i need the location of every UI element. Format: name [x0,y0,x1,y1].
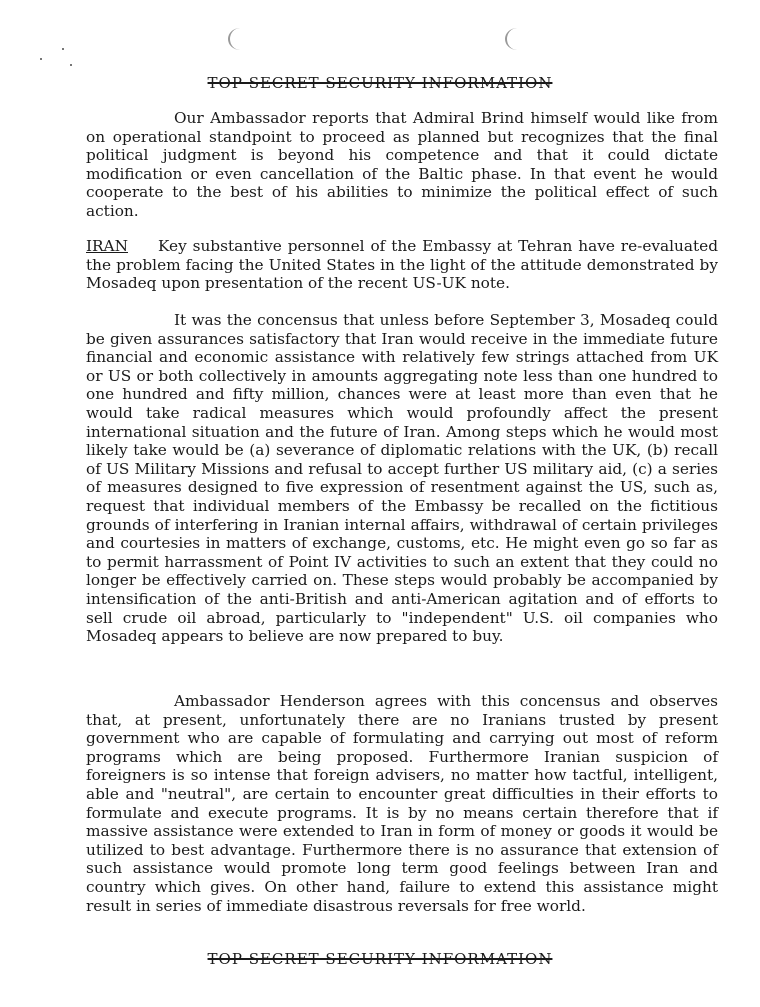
punch-hole-mark [505,28,529,50]
scan-speck [62,48,64,50]
paragraph-consensus [86,311,718,646]
paragraph-ambassador-text: Our Ambassador reports that Admiral Brind himself would like from on operational standpoint to proceed as planned but recognizes that the final political judgment is beyond his competence and that it could dictate modification or even cancellation of the Baltic phase. In that event he would cooperate to the best of his abilities to minimize the political effect of such action. [86,109,718,220]
classification-footer: TOP SECRET SECURITY INFORMATION [207,950,553,968]
paragraph-consensus-text: It was the concensus that unless before September 3, Mosadeq could be given assurances satisfactory that Iran would receive in the immediate future financial and economic assistance with relatively few strings attached from UK or US or both collectively in amounts aggregating note less than one hundred to one hundred and fifty million, chances were at least more than even that he would take radical measures which would profoundly affect the present international situation and the future of Iran. Among steps which he would most likely take would be (a) severance of diplomatic relations with the UK, (b) recall of US Military Missions and refusal to accept further US military aid, (c) a series of measures designed to five expression of resentment against the US, such as, request that individual members of the Embassy be recalled on the fictitious grounds of interfering in Iranian internal affairs, withdrawal of certain privileges and courtesies in matters of exchange, customs, etc. He might even go so far as to permit harrassment of Point IV activities to such an extent that they could no longer be effectively carried on. These steps would probably be accompanied by intensification of the anti-British and anti-American agitation and of efforts to sell crude oil abroad, particularly to "independent" U.S. oil companies who Mosadeq appears to believe are now prepared to buy. [86,311,718,646]
section-label-iran: IRAN [86,237,128,255]
punch-hole-mark [228,28,252,50]
paragraph-henderson-text: Ambassador Henderson agrees with this concensus and observes that, at present, unfortunately there are no Iranians trusted by present government who are capable of formulating and carrying out most of reform programs which are being proposed. Furthermore Iranian suspicion of foreigners is so intense that foreign advisers, no matter how tactful, intelligent, able and "neutral", are certain to encounter great difficulties in their efforts to formulate and execute programs. It is by no means certain therefore that if massive assistance were extended to Iran in form of money or goods it would be utilized to best advantage. Furthermore there is no assurance that extension of such assistance would promote long term good feelings between Iran and country which gives. On other hand, failure to extend this assistance might result in series of immediate disastrous reversals for free world. [86,692,718,915]
paragraph-iran [86,237,718,293]
paragraph-henderson [86,692,718,915]
paragraph-ambassador-report [86,109,718,221]
classification-header: TOP SECRET SECURITY INFORMATION [207,74,553,92]
scan-speck [40,58,42,60]
paragraph-iran-text: Key substantive personnel of the Embassy at Tehran have re-evaluated the problem facing the United States in the light of the attitude demonstrated by Mosadeq upon presentation of the recent US-UK note. [86,237,718,293]
scan-speck [70,64,72,66]
